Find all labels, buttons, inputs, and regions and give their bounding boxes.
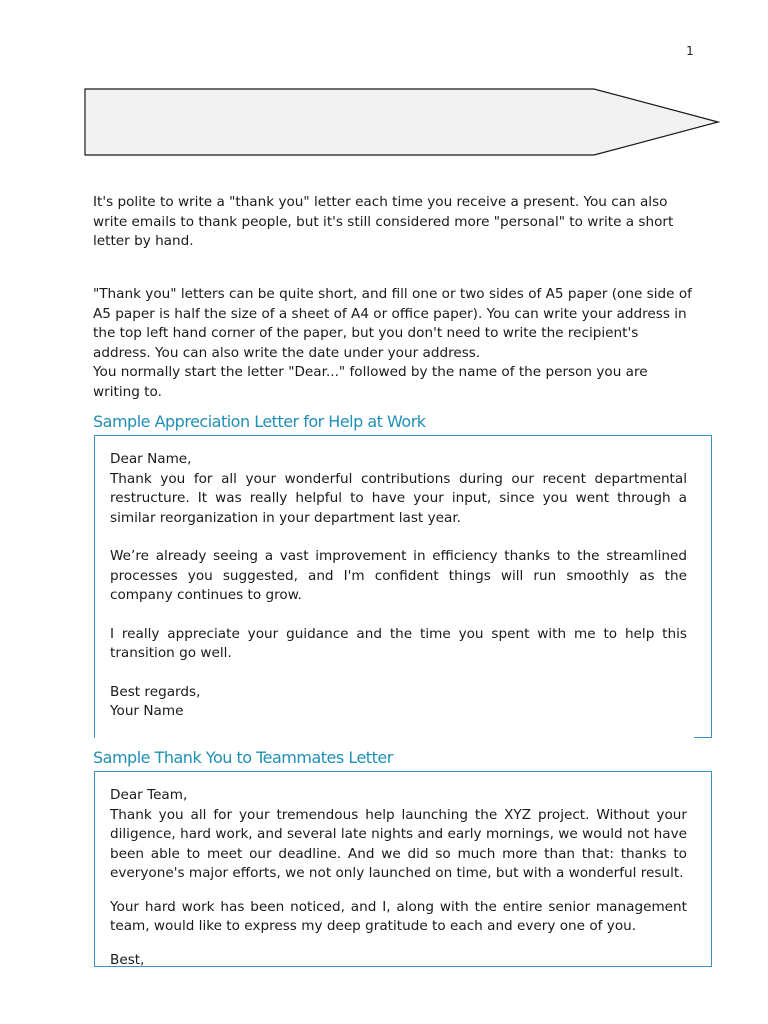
- intro-paragraph-1: It's polite to write a "thank you" letter each time you receive a present. You can also write emails to thank people, but it's still considered more "personal" to write a short letter by hand.: [93, 194, 674, 249]
- letter-body-paragraph: Thank you all for your tremendous help launching the XYZ project. Without your diligence, hard work, and several late nights and early mornings, we would not have been able to meet our deadline. And we did so much more than that: thanks to everyone's major efforts, we not only launched on time, but with a wonderful result.: [110, 806, 687, 881]
- letter-salutation: Dear Name,: [110, 451, 192, 467]
- sample-letter-appreciation: [94, 435, 712, 738]
- intro-paragraph-2: "Thank you" letters can be quite short, and fill one or two sides of A5 paper (one side of A5 paper is half the size of a sheet of A4 or office paper). You can write your address in the top left hand corner of the paper, but you don't need to write the recipient's address. You can also write the date under your address.: [93, 286, 692, 361]
- sample-letter-teammates: [94, 771, 712, 967]
- page-number: 1: [686, 44, 694, 58]
- letter-body-paragraph: Thank you for all your wonderful contributions during our recent departmental restructure. It was really helpful to have your input, since you went through a similar reorganization in your department last year.: [110, 470, 687, 526]
- letter-body-paragraph: I really appreciate your guidance and the time you spent with me to help this transition go well.: [110, 625, 687, 661]
- section-heading-teammates: Sample Thank You to Teammates Letter: [93, 748, 393, 767]
- arrow-banner-shape: [84, 87, 720, 157]
- letter-salutation: Dear Team,: [110, 787, 188, 803]
- letter-body-paragraph: We’re already seeing a vast improvement in efficiency thanks to the streamlined processes you suggested, and I'm confident things will run smoothly as the company continues to grow.: [110, 548, 687, 603]
- letter-body-paragraph: Your hard work has been noticed, and I, along with the entire senior management team, would like to express my deep gratitude to each and every one of you.: [110, 898, 687, 934]
- arrow-banner-polygon: [85, 89, 718, 155]
- letter-closing: Best,: [110, 951, 145, 967]
- letter-signature: Your Name: [110, 703, 184, 719]
- intro-block-2: [93, 285, 695, 402]
- letter-closing: Best regards,: [110, 683, 201, 700]
- intro-paragraph-3: You normally start the letter "Dear..." followed by the name of the person you are writing to.: [93, 364, 648, 400]
- section-heading-appreciation: Sample Appreciation Letter for Help at Work: [93, 412, 426, 431]
